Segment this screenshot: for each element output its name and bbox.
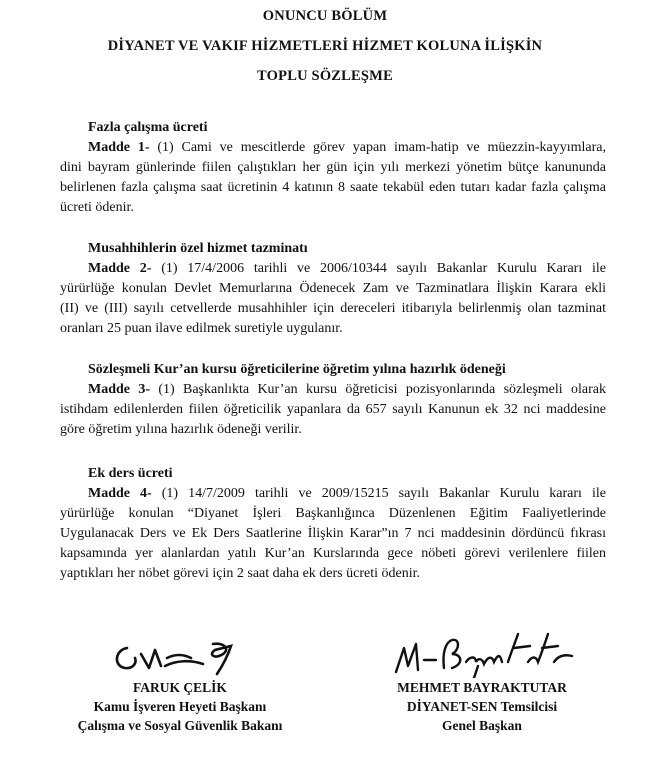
text-line: kapsamında yer alanlardan yatılı Kur’an Kurslarında gece nöbeti görevi verilenlere fiilen — [60, 546, 606, 561]
text-line: dini bayram günlerinde fiilen çalıştıkları her gün için yılı merkezi yönetim bütçe kanununda — [60, 160, 606, 175]
section-title: Musahhihlerin özel hizmet tazminatı — [88, 241, 308, 256]
signatory-name: MEHMET BAYRAKTUTAR — [397, 680, 567, 695]
article-paragraph — [60, 380, 606, 440]
text-line: yürürlüğe konulan “Diyanet İşleri Başkanlığınca Düzenlenen Eğitim Faaliyetlerinde — [60, 506, 606, 521]
handwritten-signature-left — [105, 630, 255, 678]
text-line: Madde 4- (1) 14/7/2009 tarihli ve 2009/15215 sayılı Bakanlar Kurulu kararı ile — [88, 486, 606, 501]
handwritten-signature-right — [382, 626, 582, 678]
text-line: göre öğretim yılına hazırlık ödeneği verilir. — [60, 422, 302, 437]
article-paragraph — [60, 484, 606, 584]
text-line: Madde 3- (1) Başkanlıkta Kur’an kursu öğreticisi pozisyonlarında sözleşmeli olarak — [88, 382, 606, 397]
text-line: belirlenen fazla çalışma saat ücretinin 4 katının 8 saate tekabül eden tutarı kadar fazla çalışma — [60, 180, 606, 195]
text-line: Madde 2- (1) 17/4/2006 tarihli ve 2006/10344 sayılı Bakanlar Kurulu Kararı ile — [88, 261, 606, 276]
agreement-title: TOPLU SÖZLEŞME — [257, 68, 393, 84]
article-number: Madde 2- — [88, 261, 152, 276]
signatory-title: Kamu İşveren Heyeti Başkanı — [93, 699, 267, 714]
agreement-scope-heading: DİYANET VE VAKIF HİZMETLERİ HİZMET KOLUNA İLİŞKİN — [107, 38, 543, 54]
right-signature-block — [362, 626, 602, 735]
text-line: yürürlüğe konulan Devlet Memurlarına Ödenecek Zam ve Tazminatlara İlişkin Karara ekli — [60, 281, 606, 296]
text-line: oranları 25 puan ilave edilmek suretiyle uygulanır. — [60, 321, 343, 336]
left-signature-block — [60, 630, 300, 735]
section-title: Fazla çalışma ücreti — [88, 120, 208, 135]
article-paragraph — [60, 259, 606, 339]
article-paragraph — [60, 138, 606, 218]
text-line: yaptıkları her nöbet görevi için 2 saat daha ek ders ücreti ödenir. — [60, 566, 420, 581]
section-title: Ek ders ücreti — [88, 466, 173, 481]
text-line: Uygulanacak Ders ve Ek Ders Saatlerine İlişkin Karar”ın 7 nci maddesinin dördüncü fıkrası — [60, 526, 606, 541]
article-number: Madde 4- — [88, 486, 152, 501]
article-number: Madde 3- — [88, 382, 150, 397]
signatory-name: FARUK ÇELİK — [133, 680, 227, 695]
section-title: Sözleşmeli Kur’an kursu öğreticilerine öğretim yılına hazırlık ödeneği — [88, 362, 506, 377]
text-line: Madde 1- (1) Cami ve mescitlerde görev yapan imam-hatip ve müezzin-kayyımlara, — [88, 140, 606, 155]
text-line: (II) ve (III) sayılı cetvellerde musahhihler için dereceleri itibarıyla belirlenmiş olan tazminat — [60, 301, 606, 316]
text-line: ücreti ödenir. — [60, 200, 134, 215]
text-line: istihdam edilenlerden fiilen öğreticilik yapanlara da 657 sayılı Kanunun ek 32 nci maddesine — [60, 402, 606, 417]
signatory-position: Genel Başkan — [442, 718, 522, 733]
article-number: Madde 1- — [88, 140, 150, 155]
signatory-position: Çalışma ve Sosyal Güvenlik Bakanı — [77, 718, 283, 733]
signatory-title: DİYANET-SEN Temsilcisi — [406, 699, 558, 714]
chapter-heading: ONUNCU BÖLÜM — [262, 8, 388, 24]
